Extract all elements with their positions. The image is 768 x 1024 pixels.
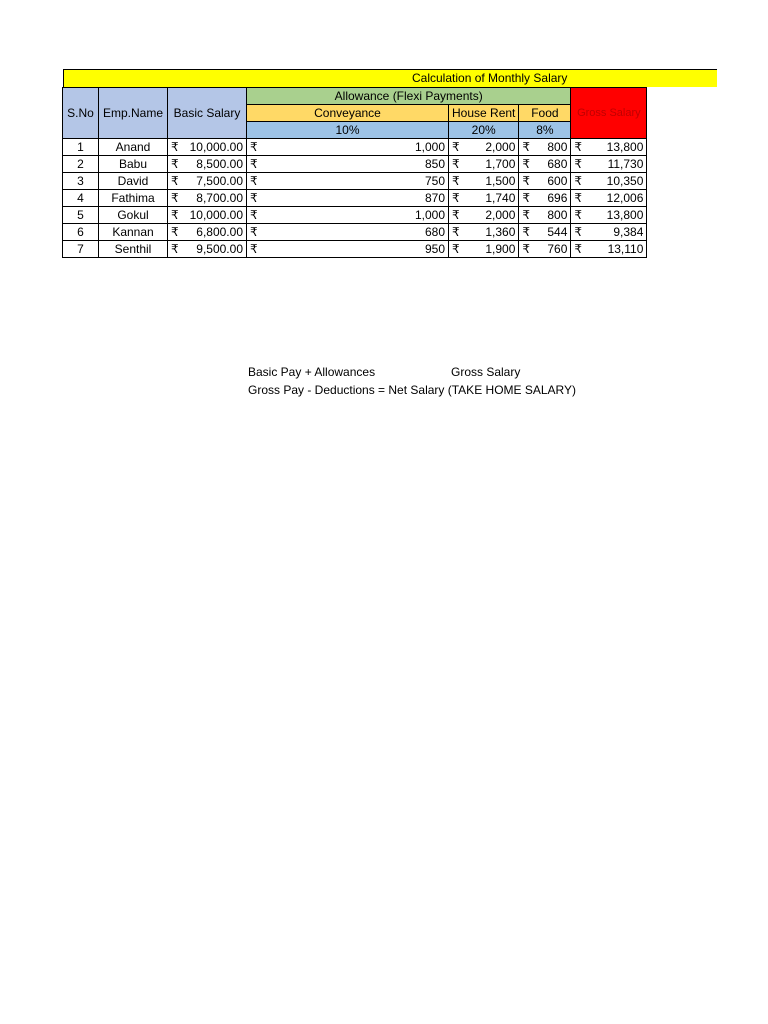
cell-house_rent: 2,000 — [485, 140, 516, 154]
header-allowance: Allowance (Flexi Payments) — [247, 88, 571, 105]
table-body — [63, 139, 647, 258]
currency-symbol: ₹ — [452, 140, 460, 154]
cell-conveyance: 1,000 — [414, 140, 445, 154]
currency-symbol: ₹ — [574, 208, 583, 222]
cell-gross: 13,800 — [606, 208, 644, 222]
cell-food: 800 — [547, 140, 568, 154]
cell-food: 800 — [547, 208, 568, 222]
cell-conveyance: 870 — [424, 191, 445, 205]
cell-basic-salary — [168, 190, 247, 207]
cell-name: David — [99, 173, 168, 190]
cell-name: Anand — [99, 139, 168, 156]
cell-sno: 7 — [63, 241, 99, 258]
cell-conveyance: 1,000 — [414, 208, 445, 222]
cell-conveyance-amount — [247, 139, 449, 156]
cell-sno: 6 — [63, 224, 99, 241]
cell-gross-amount — [571, 224, 647, 241]
currency-symbol: ₹ — [452, 191, 460, 205]
cell-gross-amount — [571, 139, 647, 156]
cell-gross: 13,800 — [606, 140, 644, 154]
cell-house_rent: 1,740 — [485, 191, 516, 205]
currency-symbol: ₹ — [250, 242, 258, 256]
currency-symbol: ₹ — [574, 140, 583, 154]
cell-basic-salary — [168, 156, 247, 173]
cell-gross-amount — [571, 173, 647, 190]
cell-basic-salary — [168, 224, 247, 241]
cell-conveyance: 850 — [424, 157, 445, 171]
cell-conveyance: 950 — [424, 242, 445, 256]
cell-house-rent-amount — [449, 224, 519, 241]
cell-house_rent: 1,500 — [485, 174, 516, 188]
currency-symbol: ₹ — [171, 208, 179, 222]
cell-gross: 11,730 — [607, 157, 644, 171]
note-line-2: Gross Pay - Deductions = Net Salary (TAKE HOME SALARY) — [248, 383, 576, 397]
cell-food-amount — [519, 173, 571, 190]
cell-food: 600 — [547, 174, 568, 188]
cell-basic: 10,000.00 — [189, 140, 243, 154]
cell-conveyance-amount — [247, 224, 449, 241]
currency-symbol: ₹ — [171, 242, 179, 256]
currency-symbol: ₹ — [574, 157, 583, 171]
cell-house-rent-amount — [449, 207, 519, 224]
currency-symbol: ₹ — [574, 174, 583, 188]
currency-symbol: ₹ — [250, 191, 258, 205]
house-rent-pct: 20% — [449, 122, 519, 139]
header-food: Food — [519, 105, 571, 122]
cell-gross-amount — [571, 190, 647, 207]
currency-symbol: ₹ — [250, 225, 258, 239]
cell-house-rent-amount — [449, 241, 519, 258]
cell-food: 760 — [547, 242, 568, 256]
currency-symbol: ₹ — [452, 174, 460, 188]
currency-symbol: ₹ — [574, 225, 583, 239]
currency-symbol: ₹ — [522, 191, 531, 205]
cell-food: 680 — [547, 157, 568, 171]
header-house-rent: House Rent — [449, 105, 519, 122]
cell-food-amount — [519, 241, 571, 258]
table-row — [63, 207, 647, 224]
currency-symbol: ₹ — [574, 191, 583, 205]
table-row — [63, 139, 647, 156]
cell-food-amount — [519, 156, 571, 173]
salary-table — [62, 87, 647, 258]
cell-gross-amount — [571, 156, 647, 173]
table-row — [63, 241, 647, 258]
currency-symbol: ₹ — [522, 208, 531, 222]
cell-basic: 8,700.00 — [196, 191, 243, 205]
table-row — [63, 173, 647, 190]
currency-symbol: ₹ — [452, 225, 460, 239]
header-emp-name: Emp.Name — [99, 88, 168, 139]
title-bar — [63, 69, 717, 87]
currency-symbol: ₹ — [250, 208, 258, 222]
cell-house_rent: 1,360 — [485, 225, 516, 239]
conveyance-pct: 10% — [247, 122, 449, 139]
cell-basic-salary — [168, 173, 247, 190]
currency-symbol: ₹ — [522, 157, 531, 171]
cell-sno: 3 — [63, 173, 99, 190]
currency-symbol: ₹ — [452, 208, 460, 222]
cell-gross: 10,350 — [606, 174, 644, 188]
cell-food-amount — [519, 139, 571, 156]
table-row — [63, 190, 647, 207]
currency-symbol: ₹ — [522, 174, 531, 188]
cell-gross: 12,006 — [606, 191, 644, 205]
currency-symbol: ₹ — [250, 140, 258, 154]
notes — [248, 363, 576, 399]
cell-conveyance-amount — [247, 207, 449, 224]
cell-basic-salary — [168, 207, 247, 224]
cell-name: Senthil — [99, 241, 168, 258]
cell-sno: 4 — [63, 190, 99, 207]
currency-symbol: ₹ — [171, 140, 179, 154]
cell-food: 696 — [547, 191, 568, 205]
currency-symbol: ₹ — [171, 174, 179, 188]
note-line-1 — [248, 363, 576, 381]
note-gross-salary: Gross Salary — [451, 365, 521, 379]
cell-basic: 10,000.00 — [189, 208, 243, 222]
cell-name: Fathima — [99, 190, 168, 207]
currency-symbol: ₹ — [522, 225, 531, 239]
cell-conveyance-amount — [247, 190, 449, 207]
food-pct: 8% — [519, 122, 571, 139]
header-sno: S.No — [63, 88, 99, 139]
cell-food-amount — [519, 207, 571, 224]
cell-house_rent: 1,900 — [485, 242, 516, 256]
cell-house-rent-amount — [449, 139, 519, 156]
cell-food-amount — [519, 190, 571, 207]
cell-conveyance-amount — [247, 241, 449, 258]
cell-conveyance-amount — [247, 173, 449, 190]
cell-food-amount — [519, 224, 571, 241]
cell-basic-salary — [168, 241, 247, 258]
currency-symbol: ₹ — [452, 242, 460, 256]
currency-symbol: ₹ — [574, 242, 583, 256]
cell-basic: 6,800.00 — [196, 225, 243, 239]
currency-symbol: ₹ — [452, 157, 460, 171]
table-row — [63, 224, 647, 241]
cell-house-rent-amount — [449, 156, 519, 173]
cell-house_rent: 2,000 — [485, 208, 516, 222]
table-row — [63, 156, 647, 173]
currency-symbol: ₹ — [171, 157, 179, 171]
cell-name: Kannan — [99, 224, 168, 241]
currency-symbol: ₹ — [522, 242, 531, 256]
note-basic-pay: Basic Pay + Allowances — [248, 365, 376, 379]
cell-name: Babu — [99, 156, 168, 173]
cell-gross: 13,110 — [607, 242, 644, 256]
header-conveyance: Conveyance — [247, 105, 449, 122]
header-basic-salary: Basic Salary — [168, 88, 247, 139]
cell-gross-amount — [571, 207, 647, 224]
cell-food: 544 — [547, 225, 568, 239]
currency-symbol: ₹ — [250, 174, 258, 188]
cell-conveyance: 750 — [424, 174, 445, 188]
cell-sno: 2 — [63, 156, 99, 173]
cell-sno: 5 — [63, 207, 99, 224]
cell-conveyance: 680 — [424, 225, 445, 239]
cell-gross-amount — [571, 241, 647, 258]
currency-symbol: ₹ — [522, 140, 531, 154]
cell-house-rent-amount — [449, 190, 519, 207]
currency-symbol: ₹ — [171, 225, 179, 239]
cell-basic: 7,500.00 — [196, 174, 243, 188]
cell-house_rent: 1,700 — [485, 157, 516, 171]
header-gross-salary: Gross Salary — [571, 88, 647, 139]
cell-basic-salary — [168, 139, 247, 156]
currency-symbol: ₹ — [171, 191, 179, 205]
cell-sno: 1 — [63, 139, 99, 156]
cell-basic: 9,500.00 — [196, 242, 243, 256]
sheet-title: Calculation of Monthly Salary — [412, 71, 568, 85]
cell-conveyance-amount — [247, 156, 449, 173]
currency-symbol: ₹ — [250, 157, 258, 171]
cell-name: Gokul — [99, 207, 168, 224]
cell-house-rent-amount — [449, 173, 519, 190]
cell-gross: 9,384 — [613, 225, 644, 239]
cell-basic: 8,500.00 — [196, 157, 243, 171]
